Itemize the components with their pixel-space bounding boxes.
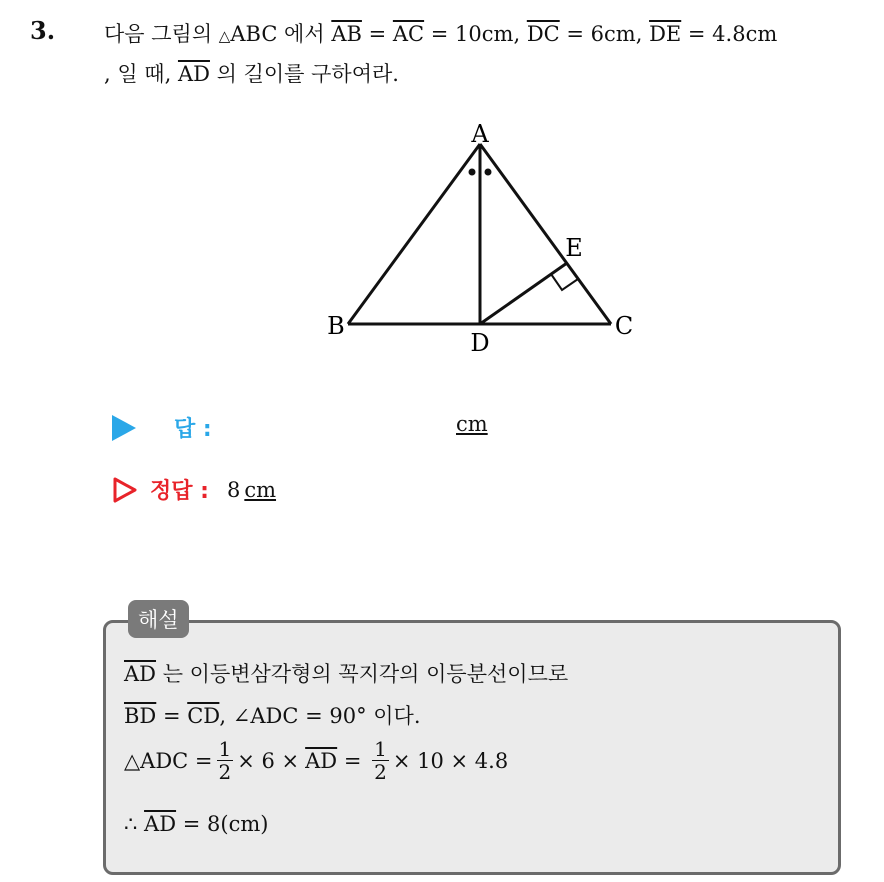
triangle-name: ABC 에서 <box>230 22 332 46</box>
solution-area-ad: $\overline{AD}$ <box>305 748 338 773</box>
label-e: E <box>565 234 583 262</box>
solution-final-value: = 8(cm) <box>176 812 269 836</box>
solution-area-equals: = <box>337 748 369 773</box>
label-b: B <box>327 312 345 340</box>
solution-tag: 해설 <box>128 600 189 638</box>
segment-de-line <box>480 263 567 324</box>
answer-input[interactable] <box>240 430 460 432</box>
question-number: 3. <box>30 16 56 45</box>
correct-answer-label: 정답 : <box>150 479 209 504</box>
solution-reason: 는 이등변삼각형의 꼭지각의 이등분선이므로 <box>156 662 569 686</box>
outline-arrow-icon <box>112 476 138 504</box>
answer-unit: cm <box>456 412 488 436</box>
fraction-half-1 <box>217 738 234 783</box>
correct-answer-value: 8 <box>226 477 241 502</box>
solution-segment-bd: $\overline{BD}$ <box>124 704 157 728</box>
triangle-symbol: △ <box>218 27 231 45</box>
fraction-half-2 <box>372 738 389 783</box>
problem-condition: , 일 때, <box>104 62 178 86</box>
fraction-1-denominator: 2 <box>218 760 232 784</box>
value-ac: = 10cm, <box>424 22 527 46</box>
segment-ad: $\overline{AD}$ <box>177 62 210 86</box>
angle-mark-dot-right <box>485 169 492 176</box>
value-dc: = 6cm, <box>559 22 650 46</box>
solution-area-end: × 10 × 4.8 <box>392 748 509 773</box>
label-d: D <box>470 329 490 357</box>
answer-label: 답 : <box>174 417 212 442</box>
segment-dc: $\overline{DC}$ <box>526 22 560 46</box>
fraction-2-numerator: 1 <box>374 737 387 761</box>
label-a: A <box>471 120 489 148</box>
angle-mark-dot-left <box>469 169 476 176</box>
fraction-2-denominator: 2 <box>374 760 387 784</box>
problem-intro: 다음 그림의 <box>104 22 219 46</box>
correct-answer-row <box>112 474 276 505</box>
solution-line-4 <box>124 812 268 836</box>
problem-question: 의 길이를 구하여라. <box>209 62 399 86</box>
side-ac <box>480 144 611 324</box>
solution-line-3 <box>124 738 508 783</box>
problem-line-2 <box>104 58 399 88</box>
correct-answer-unit: cm <box>244 477 277 502</box>
right-angle-mark <box>551 274 578 290</box>
triangle-figure <box>300 108 660 368</box>
solution-area-mid: × 6 × <box>237 748 300 773</box>
solution-angle-text: , ∠ADC = 90° 이다. <box>219 704 421 728</box>
solution-equals: = <box>156 704 188 728</box>
solution-final-ad: $\overline{AD}$ <box>144 812 177 836</box>
fraction-1-numerator: 1 <box>218 737 232 761</box>
segment-ab: $\overline{AB}$ <box>331 22 362 46</box>
problem-line-1 <box>104 18 777 48</box>
side-ab <box>348 144 480 324</box>
segment-de: $\overline{DE}$ <box>649 22 682 46</box>
segment-ac: $\overline{AC}$ <box>392 22 425 46</box>
solution-segment-cd: $\overline{CD}$ <box>187 704 220 728</box>
label-c: C <box>614 312 634 340</box>
value-de: = 4.8cm <box>681 22 778 46</box>
answer-row <box>112 412 212 443</box>
solution-area-start: △ADC = <box>124 748 213 773</box>
solution-line-1 <box>124 658 568 688</box>
play-arrow-icon <box>112 415 136 441</box>
solution-segment-ad: $\overline{AD}$ <box>124 662 157 686</box>
solution-line-2 <box>124 700 421 730</box>
therefore-symbol: ∴ <box>124 812 145 836</box>
equals-sign: = <box>361 22 393 46</box>
